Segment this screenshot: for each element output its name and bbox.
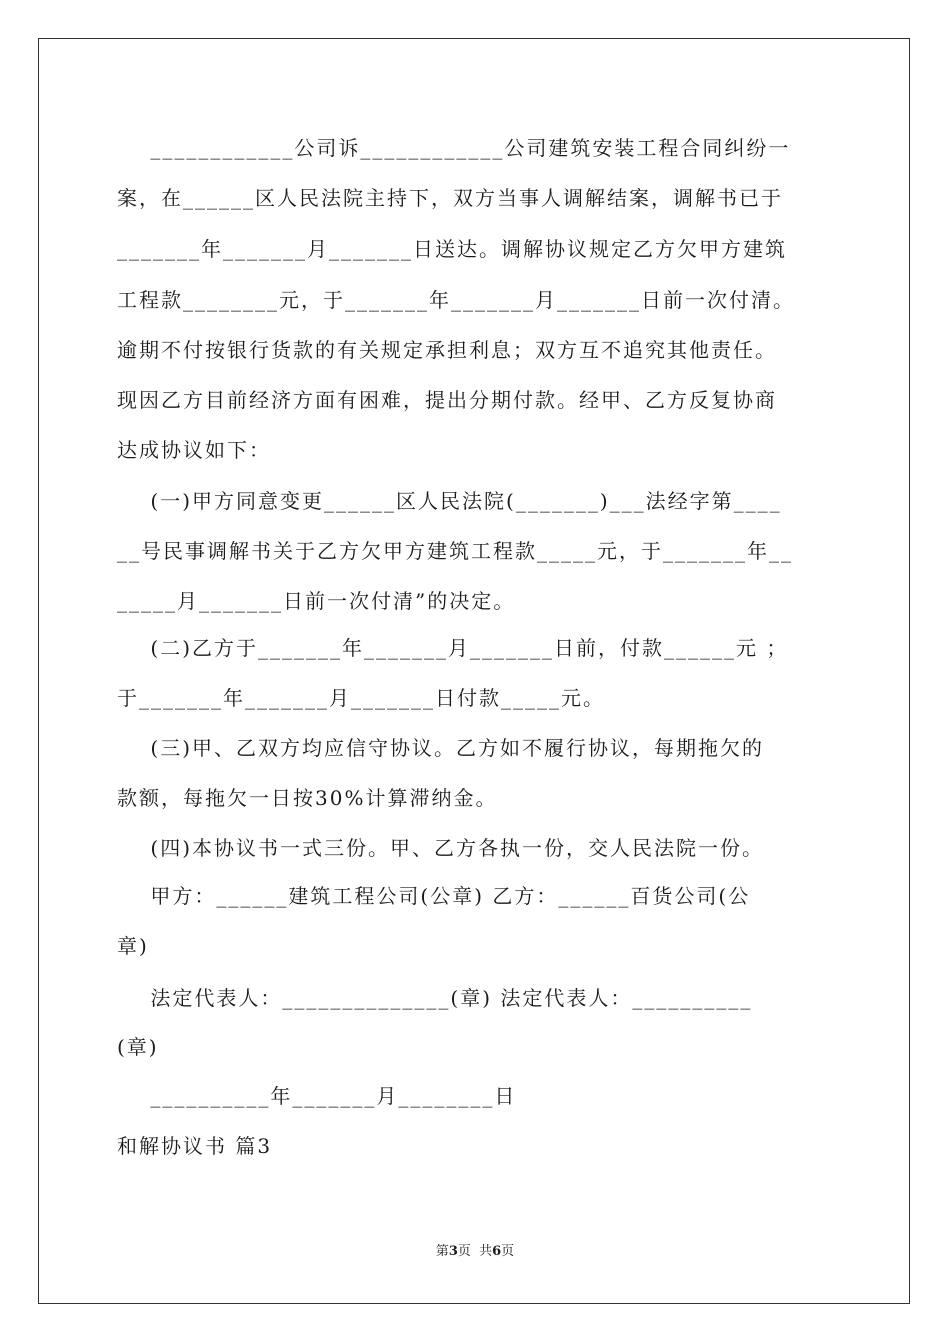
- section-heading: 和解协议书 篇3: [117, 1134, 273, 1158]
- text-line: 于_______年_______月_______日付款_____元。: [117, 686, 605, 710]
- page-total: 6: [492, 1244, 502, 1259]
- text-line: ____________公司诉____________公司建筑安装工程合同纠纷一: [117, 136, 791, 160]
- text-line: (四)本协议书一式三份。甲、乙方各执一份，交人民法院一份。: [117, 836, 765, 860]
- text-line: 款额，每拖欠一日按30%计算滞纳金。: [117, 786, 498, 810]
- page-mid: 页 共: [457, 1244, 493, 1259]
- text-line: _____月_______日前一次付清”的决定。: [117, 589, 516, 613]
- text-line: (三)甲、乙双方均应信守协议。乙方如不履行协议，每期拖欠的: [117, 736, 765, 760]
- page-current: 3: [448, 1244, 458, 1259]
- text-line: 法定代表人：______________(章) 法定代表人：__________: [117, 986, 753, 1010]
- page-border: [38, 38, 910, 1304]
- page-footer: [0, 1244, 950, 1260]
- text-line: 章): [117, 934, 149, 958]
- text-line: 达成协议如下：: [117, 438, 271, 462]
- page-prefix: 第: [435, 1244, 449, 1259]
- text-line: 逾期不付按银行货款的有关规定承担利息；双方互不追究其他责任。: [117, 338, 777, 362]
- text-line: (章): [117, 1035, 159, 1059]
- text-line: 工程款________元，于_______年_______月_______日前一次付清。: [117, 288, 795, 312]
- text-line: __________年_______月________日: [117, 1084, 517, 1108]
- text-line: (一)甲方同意变更______区人民法院(_______)___法经字第____: [117, 489, 782, 513]
- text-line: 案，在______区人民法院主持下，双方当事人调解结案，调解书已于: [117, 186, 783, 210]
- text-line: 现因乙方目前经济方面有困难，提出分期付款。经甲、乙方反复协商: [117, 388, 777, 412]
- page-suffix: 页: [501, 1244, 515, 1259]
- text-line: 甲方：______建筑工程公司(公章) 乙方：______百货公司(公: [117, 884, 751, 908]
- text-line: (二)乙方于_______年_______月_______日前，付款______元 ；: [117, 636, 789, 660]
- text-line: _______年_______月_______日送达。调解协议规定乙方欠甲方建筑: [117, 237, 787, 261]
- text-line: __号民事调解书关于乙方欠甲方建筑工程款_____元，于_______年__: [117, 539, 793, 563]
